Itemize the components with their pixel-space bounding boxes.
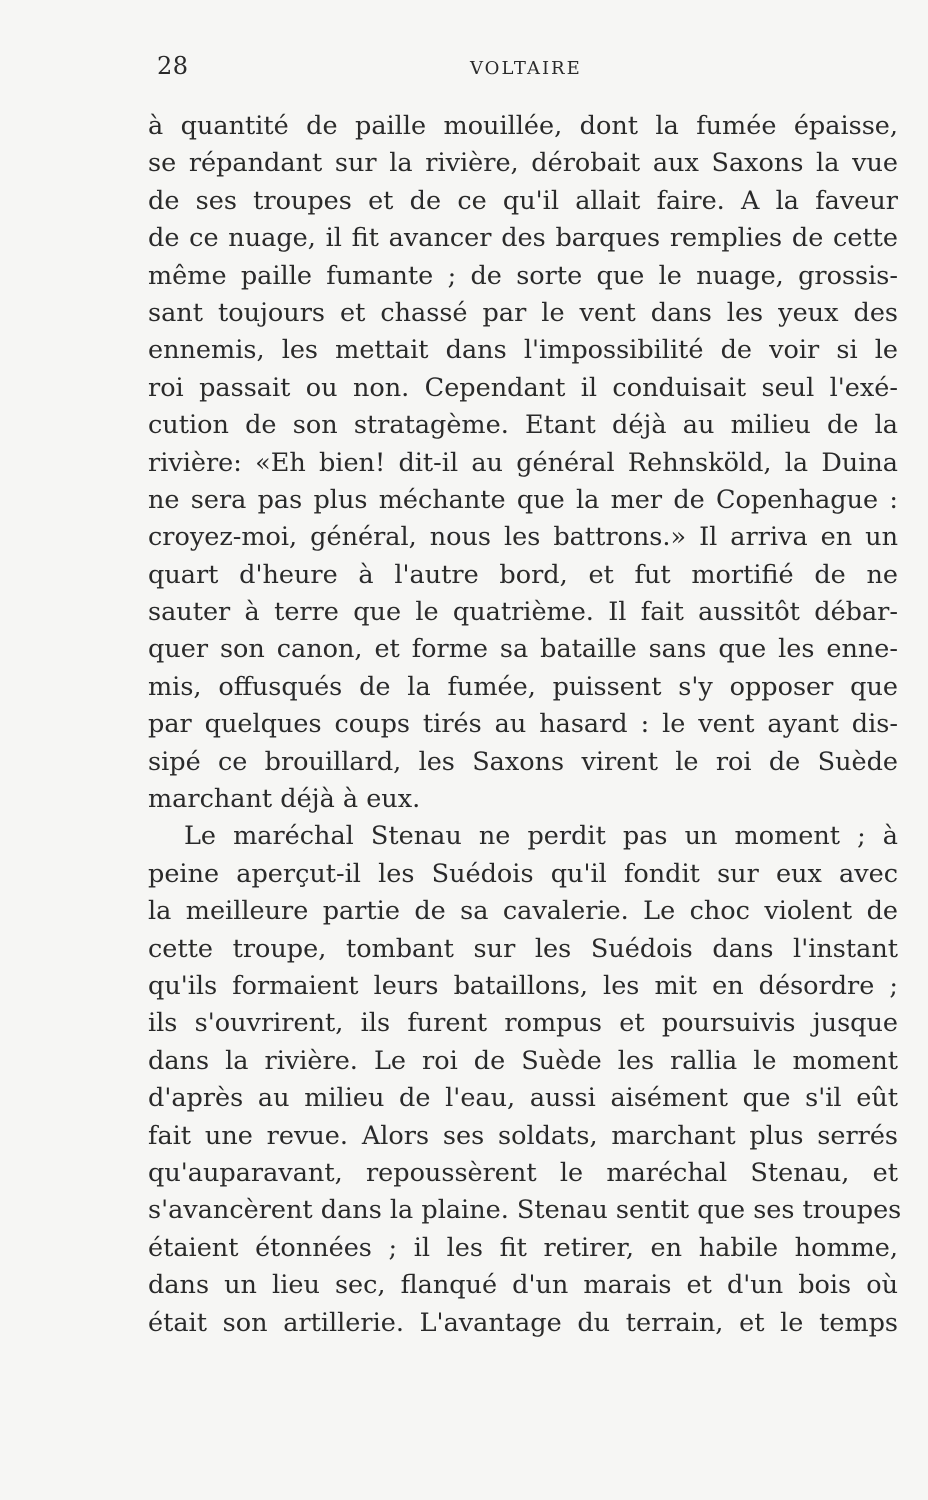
text-line: sant toujours et chassé par le vent dans les yeux des [148, 297, 898, 328]
text-line: sauter à terre que le quatrième. Il fait aussitôt débar- [148, 597, 898, 628]
text-line: ennemis, les mettait dans l'impossibilité de voir si le [148, 335, 898, 366]
text-line: même paille fumante ; de sorte que le nuage, grossis- [148, 260, 898, 291]
text-line: rivière: «Eh bien! dit-il au général Rehnsköld, la Duina [148, 447, 898, 478]
text-line: d'après au milieu de l'eau, aussi aisément que s'il eût [148, 1083, 898, 1114]
text-line: ne sera pas plus méchante que la mer de Copenhague : [148, 484, 898, 515]
text-line: quart d'heure à l'autre bord, et fut mortifié de ne [148, 559, 898, 590]
text-line: dans un lieu sec, flanqué d'un marais et d'un bois où [148, 1270, 898, 1301]
text-line: de ce nuage, il fit avancer des barques remplies de cette [148, 223, 898, 254]
text-line: à quantité de paille mouillée, dont la fumée épaisse, [148, 111, 898, 141]
text-line: par quelques coups tirés au hasard : le vent ayant dis- [148, 709, 898, 740]
text-line: était son artillerie. L'avantage du terrain, et le temps [148, 1307, 898, 1338]
text-line: quer son canon, et forme sa bataille sans que les enne- [148, 634, 898, 665]
text-line: cette troupe, tombant sur les Suédois dans l'instant [148, 933, 898, 964]
text-line: qu'ils formaient leurs bataillons, les mit en désordre ; [148, 970, 898, 1001]
text-line: ils s'ouvrirent, ils furent rompus et poursuivis jusque [148, 1008, 898, 1039]
text-line: roi passait ou non. Cependant il conduisait seul l'exé- [148, 372, 898, 403]
page-number: 28 [157, 52, 189, 80]
text-line: croyez-moi, général, nous les battrons.» Il arriva en un [148, 522, 898, 553]
text-line: se répandant sur la rivière, dérobait aux Saxons la vue [148, 148, 898, 179]
running-title: VOLTAIRE [470, 58, 582, 79]
text-line: de ses troupes et de ce qu'il allait faire. A la faveur [148, 185, 898, 216]
text-line: dans la rivière. Le roi de Suède les rallia le moment [148, 1045, 898, 1076]
text-line: étaient étonnées ; il les fit retirer, en habile homme, [148, 1232, 898, 1263]
body-text [148, 108, 902, 1342]
text-line: fait une revue. Alors ses soldats, marchant plus serrés [148, 1120, 898, 1151]
text-line: cution de son stratagème. Etant déjà au milieu de la [148, 410, 898, 441]
text-line: la meilleure partie de sa cavalerie. Le choc violent de [148, 896, 898, 927]
text-line: mis, offusqués de la fumée, puissent s'y opposer que [148, 671, 898, 702]
paragraph-start-line: Le maréchal Stenau ne perdit pas un moment ; à [184, 821, 898, 852]
text-line: peine aperçut-il les Suédois qu'il fondit sur eux avec [148, 858, 898, 889]
text-line: qu'auparavant, repoussèrent le maréchal Stenau, et [148, 1157, 898, 1188]
text-line: s'avancèrent dans la plaine. Stenau sentit que ses troupes [148, 1195, 902, 1226]
text-line: sipé ce brouillard, les Saxons virent le roi de Suède [148, 746, 898, 777]
paragraph-end-line: marchant déjà à eux. [148, 784, 421, 815]
